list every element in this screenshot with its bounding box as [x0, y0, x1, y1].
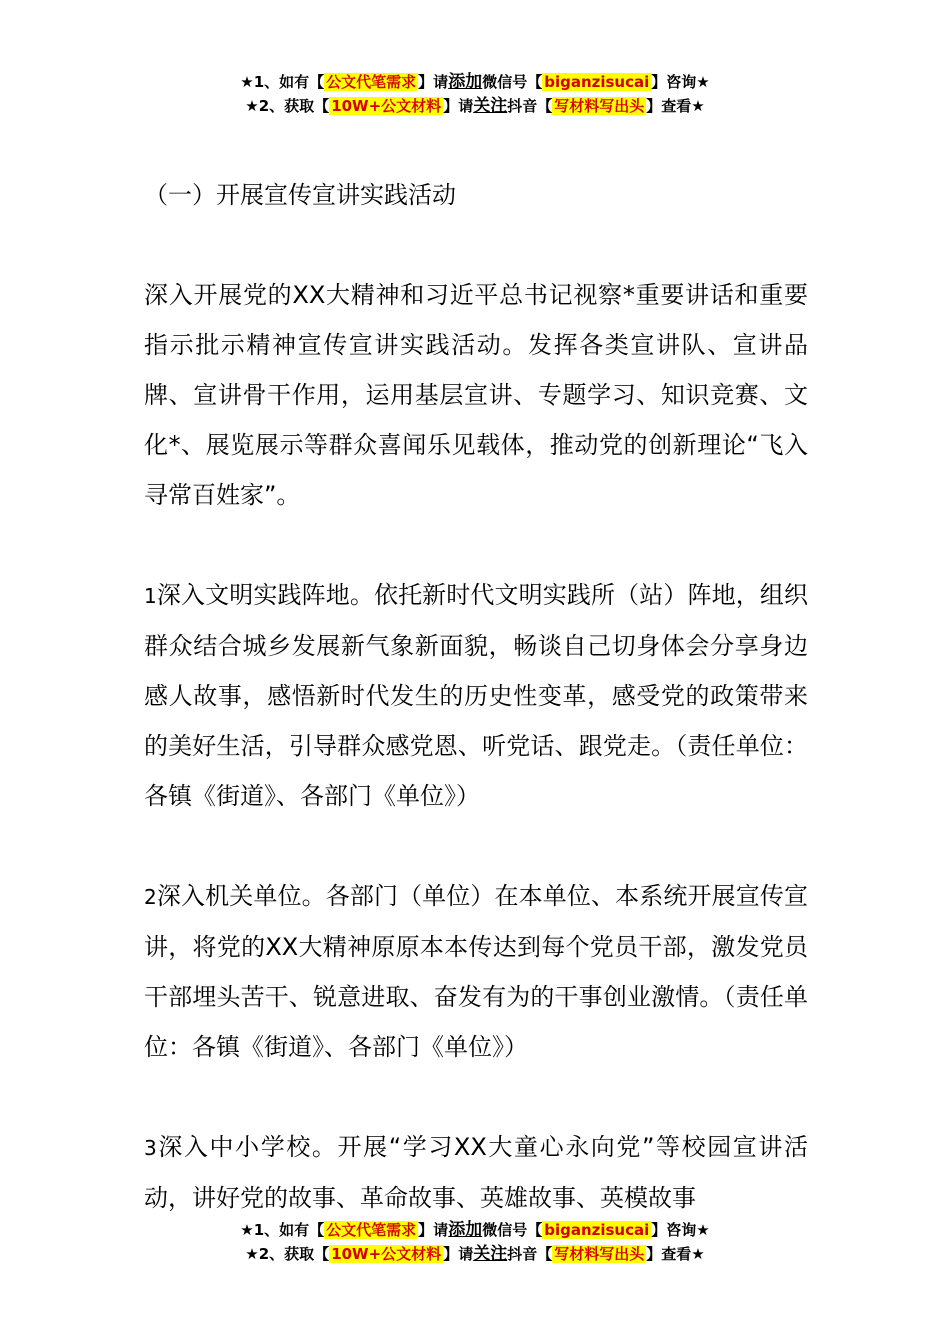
item-text: 深入中小学校。开展“学习XX大童心永向党”等校园宣讲活动，讲好党的故事、革命故事、英雄故事、英模故事	[144, 1133, 808, 1212]
banner-text: 】查看★	[646, 97, 705, 115]
banner-highlight-service: 公文代笔需求	[326, 1221, 417, 1239]
banner-text: ★1、如有【	[240, 1221, 325, 1239]
banner-text: 】查看★	[646, 1245, 705, 1263]
top-banner	[0, 70, 950, 118]
intro-paragraph: 深入开展党的XX大精神和习近平总书记视察*重要讲话和重要指示批示精神宣传宣讲实践活动。发挥各类宣讲队、宣讲品牌、宣讲骨干作用，运用基层宣讲、专题学习、知识竞赛、文化*、展览展示等群众喜闻乐见载体，推动党的创新理论“飞入寻常百姓家”。	[144, 281, 808, 509]
banner-highlight-account: 写材料写出头	[554, 97, 645, 115]
banner-emphasis: 关注	[473, 1244, 508, 1264]
banner-emphasis: 添加	[448, 1220, 483, 1240]
banner-highlight-materials: 10W+公文材料	[331, 1245, 442, 1263]
banner-text: 】请	[443, 1245, 474, 1263]
banner-highlight-wechat-id: biganzisucai	[544, 1221, 650, 1239]
item-text: 深入机关单位。各部门（单位）在本单位、本系统开展宣传宣讲，将党的XX大精神原原本本传达到每个党员干部，激发党员干部埋头苦干、锐意进取、奋发有为的干事创业激情。（责任单位：各镇《街道》、各部门《单位》）	[144, 882, 808, 1061]
item-number: 2	[144, 885, 157, 909]
banner-emphasis: 关注	[473, 96, 508, 116]
list-item	[144, 871, 808, 1072]
banner-text: ★2、获取【	[245, 1245, 330, 1263]
banner-text: 抖音【	[507, 97, 553, 115]
banner-line-2	[0, 1242, 950, 1266]
banner-line-1	[0, 1218, 950, 1242]
banner-text: ★2、获取【	[245, 97, 330, 115]
banner-line-1	[0, 70, 950, 94]
item-text: 深入文明实践阵地。依托新时代文明实践所（站）阵地，组织群众结合城乡发展新气象新面貌，畅谈自己切身体会分享身边感人故事，感悟新时代发生的历史性变革，感受党的政策带来的美好生活，引导群众感党恩、听党话、跟党走。（责任单位：各镇《街道》、各部门《单位》）	[144, 581, 808, 810]
banner-highlight-account: 写材料写出头	[554, 1245, 645, 1263]
list-item	[144, 1122, 808, 1223]
item-number: 3	[144, 1136, 157, 1160]
bottom-banner	[0, 1218, 950, 1266]
banner-text: 微信号【	[482, 73, 543, 91]
banner-text: ★1、如有【	[240, 73, 325, 91]
item-number: 1	[144, 584, 157, 608]
banner-text: 】咨询★	[651, 73, 710, 91]
banner-text: 】咨询★	[651, 1221, 710, 1239]
banner-text: 抖音【	[507, 1245, 553, 1263]
banner-text: 】请	[418, 73, 449, 91]
section-heading: （一）开展宣传宣讲实践活动	[144, 181, 456, 209]
banner-highlight-wechat-id: biganzisucai	[544, 73, 650, 91]
banner-text: 】请	[443, 97, 474, 115]
banner-highlight-service: 公文代笔需求	[326, 73, 417, 91]
document-body	[144, 170, 808, 1223]
banner-text: 微信号【	[482, 1221, 543, 1239]
banner-highlight-materials: 10W+公文材料	[331, 97, 442, 115]
banner-emphasis: 添加	[448, 72, 483, 92]
banner-line-2	[0, 94, 950, 118]
list-item	[144, 570, 808, 821]
banner-text: 】请	[418, 1221, 449, 1239]
